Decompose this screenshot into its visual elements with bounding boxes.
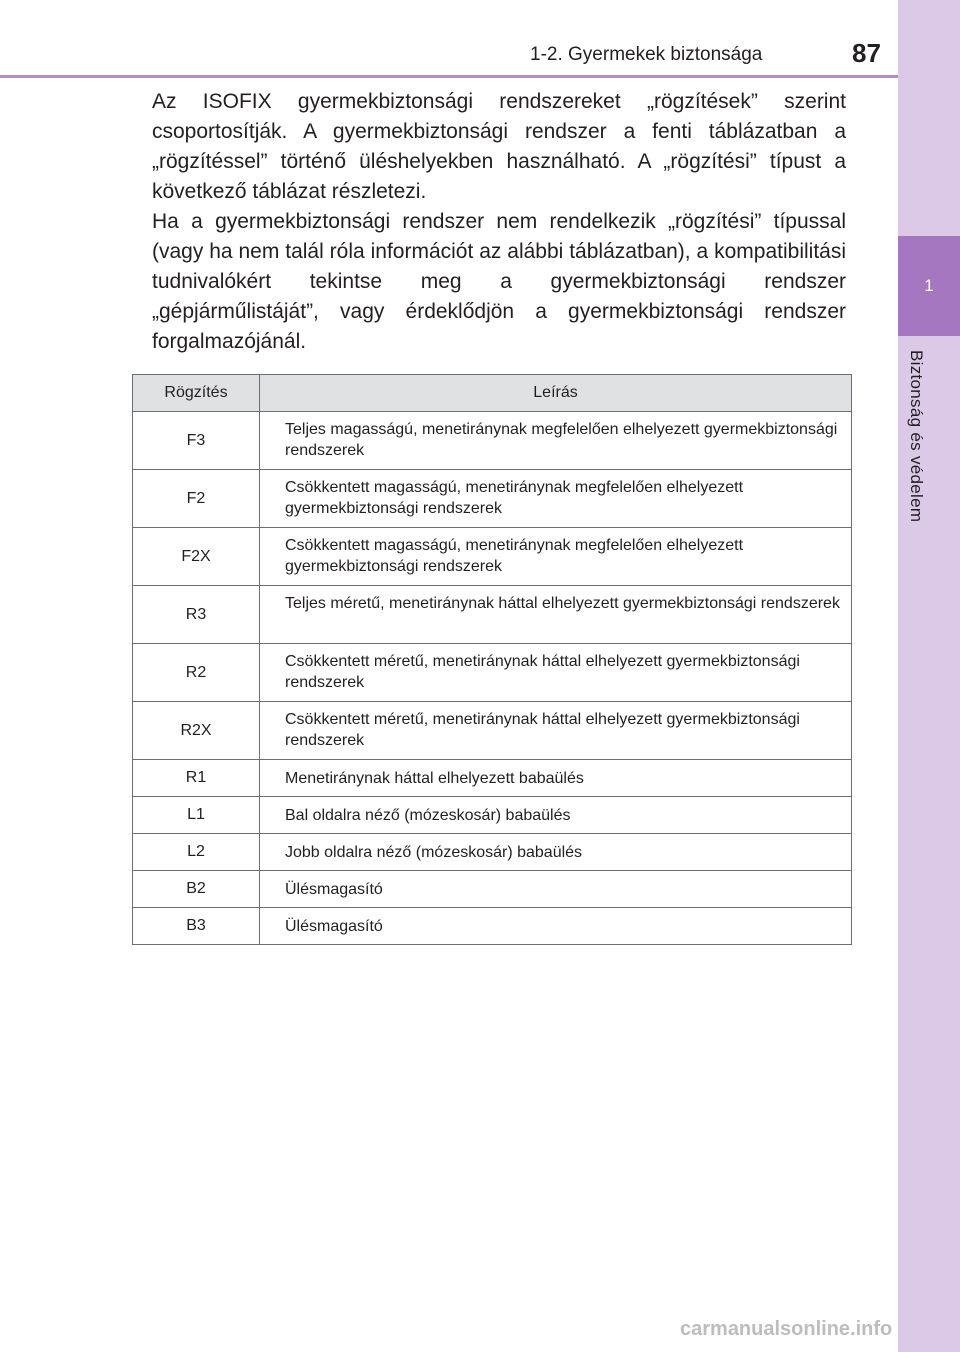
intro-text [152,87,846,357]
side-chapter-strip [898,0,960,1352]
fixture-code: L2 [133,834,260,871]
fixture-description: Teljes magasságú, menetiránynak megfelelően elhelyezett gyermekbiztonsági rendszerek [260,412,852,470]
fixture-code: R3 [133,586,260,644]
fixture-description: Ülésmagasító [260,871,852,908]
table-row [133,760,852,797]
fixture-description: Jobb oldalra néző (mózeskosár) babaülés [260,834,852,871]
watermark: carmanualsonline.info [680,1318,893,1340]
fixture-description: Csökkentett magasságú, menetiránynak megfelelően elhelyezett gyermekbiztonsági rendszerek [260,528,852,586]
fixture-description: Teljes méretű, menetiránynak háttal elhelyezett gyermekbiztonsági rendszerek [260,586,852,644]
table-row [133,528,852,586]
header-fixture: Rögzítés [133,375,260,412]
table-row [133,644,852,702]
chapter-number: 1 [924,276,934,295]
page-number: 87 [852,38,881,68]
fixture-description: Bal oldalra néző (mózeskosár) babaülés [260,797,852,834]
table-row [133,702,852,760]
fixture-table [132,374,852,945]
fixture-code: F2X [133,528,260,586]
fixture-description: Ülésmagasító [260,908,852,945]
section-title: 1-2. Gyermekek biztonsága [530,44,763,65]
fixture-code: L1 [133,797,260,834]
intro-paragraph-1: Az ISOFIX gyermekbiztonsági rendszereket „rögzítések” szerint csoportosítják. A gyermekbiztonsági rendszer a fenti táblázatban a „rögzítéssel” történő üléshelyekben használható. A „rögzítési” típust a következő táblázat részletezi. [152,90,846,203]
table-row [133,871,852,908]
fixture-description: Csökkentett magasságú, menetiránynak megfelelően elhelyezett gyermekbiztonsági rendszerek [260,470,852,528]
fixture-code: B3 [133,908,260,945]
fixture-description: Csökkentett méretű, menetiránynak háttal elhelyezett gyermekbiztonsági rendszerek [260,644,852,702]
table-row [133,797,852,834]
table-row [133,586,852,644]
fixture-code: R1 [133,760,260,797]
header-description: Leírás [260,375,852,412]
fixture-description: Csökkentett méretű, menetiránynak háttal elhelyezett gyermekbiztonsági rendszerek [260,702,852,760]
intro-paragraph-2: Ha a gyermekbiztonsági rendszer nem rendelkezik „rögzítési” típussal (vagy ha nem talál róla információt az alábbi táblázatban), a kompatibilitási tudnivalókért tekintse meg a gyermekbiztonsági rendszer „gépjárműlistáját”, vagy érdeklődjön a gyermekbiztonsági rendszer forgalmazójánál. [152,210,846,353]
chapter-label: Biztonság és védelem [907,350,926,523]
table-row [133,412,852,470]
table-row [133,908,852,945]
fixture-code: R2X [133,702,260,760]
fixture-code: B2 [133,871,260,908]
fixture-code: R2 [133,644,260,702]
header-divider [0,75,898,78]
fixture-description: Menetiránynak háttal elhelyezett babaülés [260,760,852,797]
fixture-code: F2 [133,470,260,528]
fixture-code: F3 [133,412,260,470]
table-row [133,834,852,871]
table-row [133,470,852,528]
